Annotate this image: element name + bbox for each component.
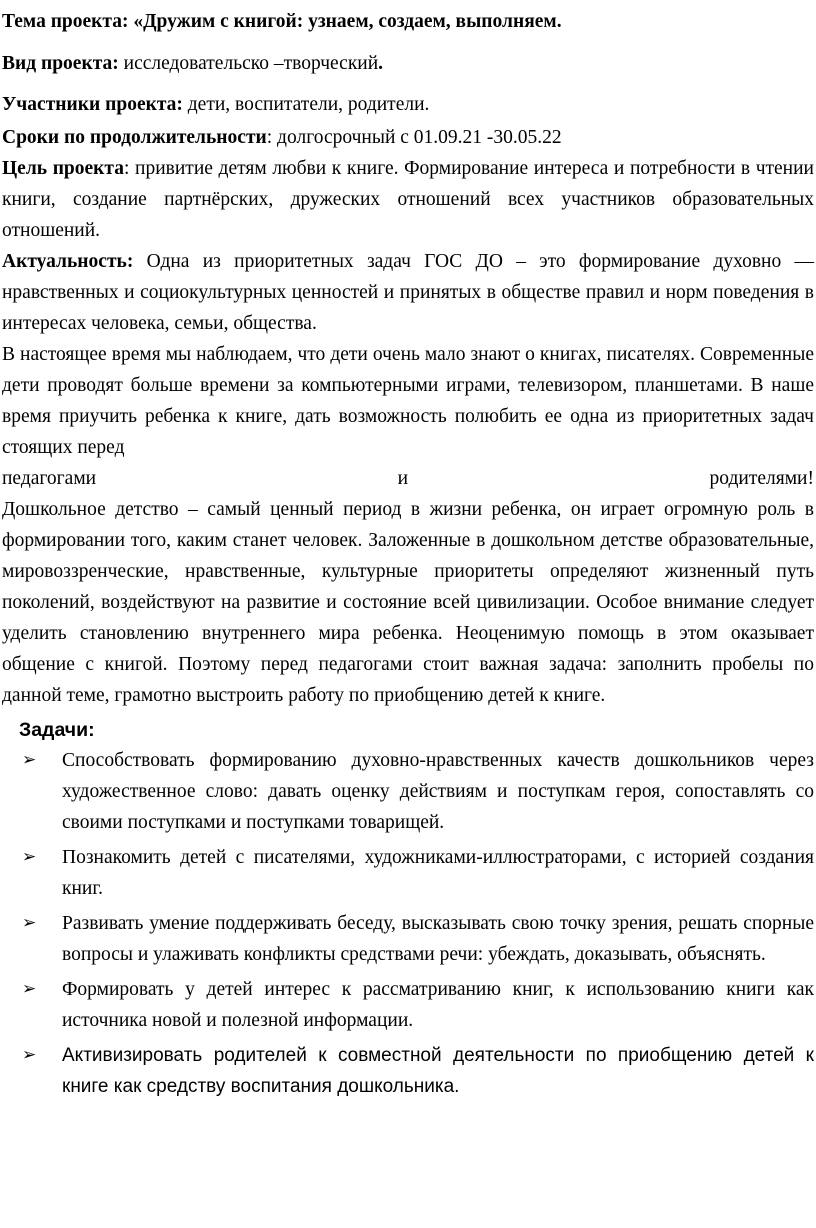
goal-label: Цель проекта xyxy=(2,158,124,179)
list-item xyxy=(22,842,814,904)
list-item xyxy=(22,745,814,838)
type-line xyxy=(2,48,814,79)
task-text: Способствовать формированию духовно-нравственных качеств дошкольников через художественное слово: давать оценку действиям и поступкам героя, сопоставлять со своими поступками и поступками товарищей. xyxy=(62,750,814,833)
modern-children-last-line xyxy=(2,463,814,494)
list-item xyxy=(22,1040,814,1102)
arrow-bullet-icon: ➢ xyxy=(22,750,37,770)
goal-paragraph xyxy=(2,153,814,246)
childhood-paragraph: Дошкольное детство – самый ценный период в жизни ребенка, он играет огромную роль в формировании того, каким станет человек. Заложенные в дошкольном детстве образовательные, мировоззренческие, нравственные, культурные приоритеты определяют жизненный путь поколений, воздействуют на развитие и состояние всей цивилизации. Особое внимание следует уделить становлению внутреннего мира ребенка. Неоценимую помощь в этом оказывает общение с книгой. Поэтому перед педагогами стоит важная задача: заполнить пробелы по данной теме, грамотно выстроить работу по приобщению детей к книге. xyxy=(2,499,814,706)
task-text: Активизировать родителей к совместной деятельности по приобщению детей к книге как средству воспитания дошкольника. xyxy=(62,1045,814,1097)
arrow-bullet-icon: ➢ xyxy=(22,979,37,999)
task-text: Познакомить детей с писателями, художниками-иллюстраторами, с историей создания книг. xyxy=(62,847,814,899)
arrow-bullet-icon: ➢ xyxy=(22,913,37,933)
type-label: Вид проекта: xyxy=(2,53,119,74)
duration-line xyxy=(2,122,814,153)
word-teachers: педагогами xyxy=(2,468,97,489)
participants-value: дети, воспитатели, родители. xyxy=(187,94,430,115)
relevance-paragraph xyxy=(2,246,814,339)
tasks-list xyxy=(2,745,814,1102)
word-parents: родителями! xyxy=(709,468,814,489)
duration-value: : долгосрочный с 01.09.21 -30.05.22 xyxy=(266,127,562,148)
task-text: Формировать у детей интерес к рассматриванию книг, к использованию книги как источника новой и полезной информации. xyxy=(62,979,814,1031)
goal-text: : привитие детям любви к книге. Формирование интереса и потребности в чтении книги, создание партнёрских, дружеских отношений всех участников образовательных отношений. xyxy=(2,158,814,241)
topic-label: Тема проекта: xyxy=(2,11,129,32)
relevance-label: Актуальность: xyxy=(2,251,134,272)
list-item xyxy=(22,974,814,1036)
task-text: Развивать умение поддерживать беседу, высказывать свою точку зрения, решать спорные вопросы и улаживать конфликты средствами речи: убеждать, доказывать, объяснять. xyxy=(62,913,814,965)
relevance-text: Одна из приоритетных задач ГОС ДО – это формирование духовно — нравственных и социокультурных ценностей и принятых в обществе правил и норм поведения в интересах человека, семьи, общества. xyxy=(2,251,814,334)
participants-line xyxy=(2,89,814,120)
word-and: и xyxy=(397,468,409,489)
type-end: . xyxy=(378,53,384,74)
topic-line xyxy=(2,6,814,37)
list-item xyxy=(22,908,814,970)
type-value: исследовательско –творческий xyxy=(123,53,379,74)
topic-value: «Дружим с книгой: узнаем, создаем, выполняем. xyxy=(133,11,562,32)
tasks-title: Задачи: xyxy=(19,719,95,741)
arrow-bullet-icon: ➢ xyxy=(22,847,37,867)
participants-label: Участники проекта: xyxy=(2,94,183,115)
modern-children-paragraph: В настоящее время мы наблюдаем, что дети очень мало знают о книгах, писателях. Современные дети проводят больше времени за компьютерными играми, телевизором, планшетами. В наше время приучить ребенка к книге, дать возможность полюбить ее одна из приоритетных задач стоящих перед xyxy=(2,344,814,458)
arrow-bullet-icon: ➢ xyxy=(22,1045,37,1065)
duration-label: Сроки по продолжительности xyxy=(2,127,267,148)
